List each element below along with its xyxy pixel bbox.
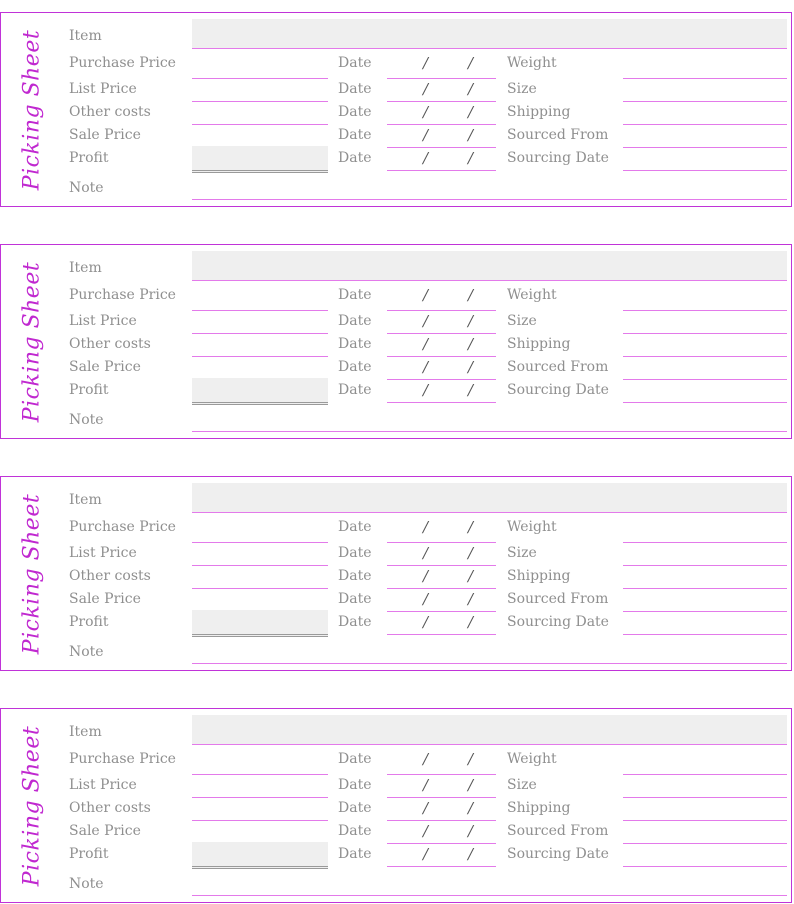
size-label: Size: [507, 81, 537, 97]
weight-label: Weight: [507, 55, 557, 71]
profit-field[interactable]: [192, 842, 328, 869]
date-label: Date: [338, 359, 372, 375]
sourcing-date-field[interactable]: [623, 170, 787, 171]
sourced-from-label: Sourced From: [507, 823, 609, 839]
date-label: Date: [338, 545, 372, 561]
date-label: Date: [338, 591, 372, 607]
purchase-price-field[interactable]: [192, 78, 328, 79]
date-separator: /: [468, 358, 474, 376]
other-costs-label: Other costs: [69, 336, 151, 352]
date-field[interactable]: [387, 333, 496, 334]
purchase-price-label: Purchase Price: [69, 55, 176, 71]
date-field[interactable]: [387, 101, 496, 102]
date-field[interactable]: [387, 774, 496, 775]
date-separator: /: [423, 613, 429, 631]
sourcing-date-label: Sourcing Date: [507, 846, 609, 862]
purchase-price-field[interactable]: [192, 774, 328, 775]
date-label: Date: [338, 800, 372, 816]
purchase-price-label: Purchase Price: [69, 287, 176, 303]
weight-field[interactable]: [623, 774, 787, 775]
sale-price-label: Sale Price: [69, 823, 141, 839]
date-field[interactable]: [387, 310, 496, 311]
date-label: Date: [338, 55, 372, 71]
note-label: Note: [69, 644, 104, 660]
date-separator: /: [468, 80, 474, 98]
sourcing-date-field[interactable]: [623, 402, 787, 403]
date-field[interactable]: [387, 356, 496, 357]
other-costs-label: Other costs: [69, 800, 151, 816]
other-costs-field[interactable]: [192, 820, 328, 821]
sourced-from-label: Sourced From: [507, 359, 609, 375]
shipping-label: Shipping: [507, 336, 571, 352]
profit-field[interactable]: [192, 378, 328, 405]
date-label: Date: [338, 751, 372, 767]
date-field[interactable]: [387, 542, 496, 543]
date-label: Date: [338, 150, 372, 166]
date-separator: /: [468, 126, 474, 144]
purchase-price-label: Purchase Price: [69, 751, 176, 767]
date-separator: /: [468, 103, 474, 121]
date-label: Date: [338, 846, 372, 862]
item-field[interactable]: [192, 483, 787, 513]
sale-price-label: Sale Price: [69, 127, 141, 143]
sheet-title-text: Picking Sheet: [19, 493, 45, 655]
item-field[interactable]: [192, 715, 787, 745]
date-separator: /: [423, 518, 429, 536]
date-label: Date: [338, 313, 372, 329]
date-separator: /: [468, 312, 474, 330]
date-separator: /: [423, 799, 429, 817]
shipping-field[interactable]: [623, 820, 787, 821]
sourced-from-label: Sourced From: [507, 591, 609, 607]
date-separator: /: [423, 590, 429, 608]
size-field[interactable]: [623, 333, 787, 334]
profit-field[interactable]: [192, 146, 328, 173]
shipping-label: Shipping: [507, 568, 571, 584]
sourced-from-field[interactable]: [623, 147, 787, 148]
profit-field[interactable]: [192, 610, 328, 637]
date-field[interactable]: [387, 611, 496, 612]
sourcing-date-label: Sourcing Date: [507, 614, 609, 630]
date-label: Date: [338, 127, 372, 143]
sheet-title-text: Picking Sheet: [19, 725, 45, 887]
sheet-title-text: Picking Sheet: [19, 29, 45, 191]
item-label: Item: [69, 492, 102, 508]
date-label: Date: [338, 823, 372, 839]
date-separator: /: [423, 149, 429, 167]
date-separator: /: [468, 799, 474, 817]
item-field[interactable]: [192, 19, 787, 49]
shipping-field[interactable]: [623, 356, 787, 357]
list-price-field[interactable]: [192, 333, 328, 334]
date-label: Date: [338, 519, 372, 535]
item-label: Item: [69, 260, 102, 276]
date-field[interactable]: [387, 588, 496, 589]
date-label: Date: [338, 568, 372, 584]
size-field[interactable]: [623, 101, 787, 102]
other-costs-field[interactable]: [192, 356, 328, 357]
profit-label: Profit: [69, 150, 109, 166]
date-field[interactable]: [387, 402, 496, 403]
date-separator: /: [468, 845, 474, 863]
size-label: Size: [507, 545, 537, 561]
date-field[interactable]: [387, 170, 496, 171]
date-field[interactable]: [387, 866, 496, 867]
date-separator: /: [468, 381, 474, 399]
sourcing-date-label: Sourcing Date: [507, 150, 609, 166]
other-costs-label: Other costs: [69, 104, 151, 120]
shipping-label: Shipping: [507, 104, 571, 120]
date-separator: /: [468, 750, 474, 768]
picking-sheet-card: [0, 12, 792, 207]
sourced-from-field[interactable]: [623, 611, 787, 612]
date-label: Date: [338, 614, 372, 630]
shipping-label: Shipping: [507, 800, 571, 816]
item-label: Item: [69, 28, 102, 44]
date-field[interactable]: [387, 843, 496, 844]
date-separator: /: [423, 776, 429, 794]
date-separator: /: [468, 776, 474, 794]
weight-label: Weight: [507, 751, 557, 767]
date-separator: /: [423, 312, 429, 330]
picking-sheet-card: [0, 244, 792, 439]
note-label: Note: [69, 876, 104, 892]
date-separator: /: [423, 567, 429, 585]
date-separator: /: [423, 126, 429, 144]
date-field[interactable]: [387, 797, 496, 798]
shipping-field[interactable]: [623, 588, 787, 589]
weight-label: Weight: [507, 287, 557, 303]
note-field[interactable]: [192, 199, 787, 200]
date-field[interactable]: [387, 565, 496, 566]
sourcing-date-field[interactable]: [623, 634, 787, 635]
date-separator: /: [468, 518, 474, 536]
profit-label: Profit: [69, 614, 109, 630]
sheet-title-text: Picking Sheet: [19, 261, 45, 423]
date-separator: /: [423, 381, 429, 399]
sourced-from-field[interactable]: [623, 379, 787, 380]
item-label: Item: [69, 724, 102, 740]
weight-field[interactable]: [623, 310, 787, 311]
size-field[interactable]: [623, 797, 787, 798]
list-price-field[interactable]: [192, 797, 328, 798]
note-label: Note: [69, 412, 104, 428]
date-separator: /: [423, 358, 429, 376]
date-label: Date: [338, 104, 372, 120]
date-separator: /: [468, 822, 474, 840]
date-field[interactable]: [387, 820, 496, 821]
date-field[interactable]: [387, 78, 496, 79]
profit-label: Profit: [69, 382, 109, 398]
item-field[interactable]: [192, 251, 787, 281]
date-separator: /: [468, 335, 474, 353]
date-separator: /: [423, 335, 429, 353]
list-price-field[interactable]: [192, 101, 328, 102]
date-separator: /: [423, 54, 429, 72]
sourced-from-field[interactable]: [623, 843, 787, 844]
date-separator: /: [423, 845, 429, 863]
date-separator: /: [423, 286, 429, 304]
list-price-field[interactable]: [192, 565, 328, 566]
picking-sheet-card: [0, 476, 792, 671]
note-field[interactable]: [192, 895, 787, 896]
purchase-price-field[interactable]: [192, 542, 328, 543]
date-separator: /: [423, 544, 429, 562]
size-label: Size: [507, 777, 537, 793]
profit-label: Profit: [69, 846, 109, 862]
size-label: Size: [507, 313, 537, 329]
weight-field[interactable]: [623, 542, 787, 543]
picking-sheet-card: [0, 708, 792, 903]
date-label: Date: [338, 336, 372, 352]
date-separator: /: [468, 286, 474, 304]
date-separator: /: [423, 103, 429, 121]
date-separator: /: [423, 750, 429, 768]
date-field[interactable]: [387, 379, 496, 380]
purchase-price-label: Purchase Price: [69, 519, 176, 535]
size-field[interactable]: [623, 565, 787, 566]
sale-price-label: Sale Price: [69, 591, 141, 607]
other-costs-label: Other costs: [69, 568, 151, 584]
date-field[interactable]: [387, 634, 496, 635]
other-costs-field[interactable]: [192, 588, 328, 589]
weight-field[interactable]: [623, 78, 787, 79]
sale-price-label: Sale Price: [69, 359, 141, 375]
date-separator: /: [468, 149, 474, 167]
date-separator: /: [423, 822, 429, 840]
list-price-label: List Price: [69, 777, 137, 793]
date-separator: /: [468, 567, 474, 585]
note-field[interactable]: [192, 431, 787, 432]
list-price-label: List Price: [69, 313, 137, 329]
date-field[interactable]: [387, 147, 496, 148]
note-label: Note: [69, 180, 104, 196]
note-field[interactable]: [192, 663, 787, 664]
date-separator: /: [468, 54, 474, 72]
date-label: Date: [338, 81, 372, 97]
sourced-from-label: Sourced From: [507, 127, 609, 143]
sourcing-date-field[interactable]: [623, 866, 787, 867]
date-separator: /: [468, 590, 474, 608]
purchase-price-field[interactable]: [192, 310, 328, 311]
date-separator: /: [468, 613, 474, 631]
other-costs-field[interactable]: [192, 124, 328, 125]
date-label: Date: [338, 287, 372, 303]
date-label: Date: [338, 777, 372, 793]
list-price-label: List Price: [69, 81, 137, 97]
date-label: Date: [338, 382, 372, 398]
sourcing-date-label: Sourcing Date: [507, 382, 609, 398]
list-price-label: List Price: [69, 545, 137, 561]
weight-label: Weight: [507, 519, 557, 535]
date-separator: /: [423, 80, 429, 98]
shipping-field[interactable]: [623, 124, 787, 125]
date-field[interactable]: [387, 124, 496, 125]
date-separator: /: [468, 544, 474, 562]
